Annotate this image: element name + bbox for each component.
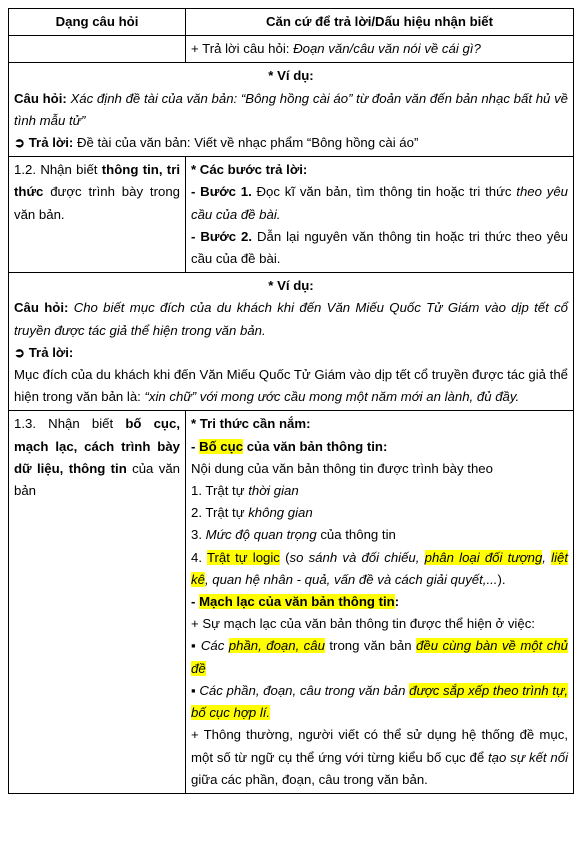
row-13 bbox=[9, 411, 574, 793]
machlac-heading bbox=[191, 591, 568, 613]
arrow-icon: ➲ bbox=[14, 344, 26, 360]
row-12-bold: thông tin, tri thức bbox=[14, 162, 180, 200]
row-top-text: + Trả lời câu hỏi: bbox=[191, 41, 294, 57]
row-13-suffix: của văn bản bbox=[14, 460, 180, 499]
example2-question-label: Câu hỏi: bbox=[14, 300, 69, 316]
bocuc-rest: của văn bản thông tin: bbox=[243, 438, 388, 454]
machlac-dash: - bbox=[191, 594, 200, 610]
example1-row bbox=[9, 63, 574, 157]
row-12-right bbox=[186, 157, 574, 273]
example1-answer-label: Trả lời: bbox=[28, 135, 74, 151]
step-2-text: Dẫn lại nguyên văn thông tin hoặc tri thức theo yêu cầu của đề bài. bbox=[191, 228, 568, 267]
bocuc-intro: Nội dung của văn bản thông tin được trình bày theo bbox=[191, 460, 493, 476]
step-1-italic: theo yêu cầu của đề bài. bbox=[191, 184, 568, 222]
step-2-label: - Bước 2. bbox=[191, 228, 253, 244]
example2-cell bbox=[9, 273, 574, 411]
arrow-icon: ➲ bbox=[14, 135, 26, 151]
square-bullet-icon: ▪ bbox=[191, 638, 197, 654]
machlac-highlight: Mạch lạc của văn bản thông tin bbox=[199, 594, 395, 610]
row-12-left bbox=[9, 157, 186, 273]
item4-highlight: Trật tự logic bbox=[206, 549, 280, 565]
closing-a: + Thông thường, người viết có thể sử dụng hệ thống đề mục, một số từ ngữ cụ thể ứng với từng kiểu bố cục để bbox=[191, 727, 568, 765]
item4-c: , bbox=[542, 549, 552, 565]
item4-a: ( bbox=[279, 549, 290, 565]
example1-answer bbox=[14, 132, 568, 154]
bullet1-highlight: phần, đoạn, câu bbox=[228, 638, 325, 654]
list-item-3 bbox=[191, 524, 568, 546]
bocuc-dash: - bbox=[191, 438, 200, 454]
bullet1-b: trong văn bản bbox=[324, 638, 417, 654]
bullet1-a: Các bbox=[196, 638, 229, 654]
list-item-1 bbox=[191, 480, 568, 502]
example2-answer-heading bbox=[14, 342, 568, 364]
example1-cell bbox=[9, 63, 574, 157]
item4-d: , quan hệ nhân - quả, vấn đề và cách giải quyết,... bbox=[204, 571, 498, 587]
example1-question bbox=[14, 88, 568, 132]
steps-title: * Các bước trả lời: bbox=[191, 162, 308, 178]
row-13-prefix: 1.3. Nhận biết bbox=[14, 416, 126, 432]
row-top-right bbox=[186, 36, 574, 63]
bullet2-highlight: được sắp xếp theo trình tự, bố cục hợp lí. bbox=[191, 682, 568, 721]
example2-question-text: Cho biết mục đích của du khách khi đến Văn Miếu Quốc Tử Giám vào dịp tết cổ truyền được tác giả thể hiện trong văn bản. bbox=[14, 300, 568, 338]
item2-prefix: 2. Trật tự bbox=[191, 505, 249, 521]
item3-suffix: của thông tin bbox=[316, 527, 396, 543]
row-top-left bbox=[9, 36, 186, 63]
item4-prefix: 4. bbox=[191, 549, 207, 565]
row-13-right bbox=[186, 411, 574, 793]
example2-title: * Ví dụ: bbox=[268, 278, 314, 294]
step-2 bbox=[191, 226, 568, 270]
item1-prefix: 1. Trật tự bbox=[191, 483, 249, 499]
machlac-intro: + Sự mạch lạc của văn bản thông tin được thể hiện ở việc: bbox=[191, 616, 535, 632]
knowledge-title: * Tri thức cần nắm: bbox=[191, 416, 311, 432]
row-13-bold: bố cục, mạch lạc, cách trình bày dữ liệu, thông tin bbox=[14, 416, 180, 476]
example1-title: * Ví dụ: bbox=[268, 68, 314, 84]
example1-question-text: Xác định đề tài của văn bản: “Bông hồng cài áo” từ đoản văn đến bản nhạc bất hủ về tình mẫu tử” bbox=[14, 90, 568, 128]
item2-italic: không gian bbox=[248, 505, 313, 521]
example2-question bbox=[14, 297, 568, 341]
closing-note bbox=[191, 724, 568, 791]
header-question-type: Dạng câu hỏi bbox=[9, 9, 186, 36]
closing-b: giữa các phần, đoạn, câu trong văn bản. bbox=[191, 771, 428, 787]
bullet-2 bbox=[191, 680, 568, 724]
row-12-suffix: được trình bày trong văn bản. bbox=[14, 184, 180, 222]
example2-answer-italic: “xin chữ” với mong ước cầu mong một năm mới an lành, đủ đầy. bbox=[144, 389, 520, 405]
step-1-label: - Bước 1. bbox=[191, 184, 252, 200]
step-1-text: Đọc kĩ văn bản, tìm thông tin hoặc tri thức bbox=[251, 184, 517, 200]
example1-question-label: Câu hỏi: bbox=[14, 90, 67, 106]
item4-b: so sánh và đối chiếu, bbox=[289, 549, 425, 565]
machlac-colon: : bbox=[394, 594, 400, 610]
item1-italic: thời gian bbox=[248, 483, 299, 499]
bullet1-highlight-2: đều cùng bàn về một chủ đề bbox=[191, 638, 568, 676]
item4-e: ). bbox=[497, 571, 506, 587]
example1-answer-text: Đề tài của văn bản: Viết về nhạc phẩm “Bông hồng cài áo” bbox=[73, 135, 419, 151]
square-bullet-icon: ▪ bbox=[191, 682, 196, 698]
row-top-italic: Đoạn văn/câu văn nói về cái gì? bbox=[293, 41, 481, 57]
closing-italic: tạo sự kết nối bbox=[488, 749, 569, 765]
row-top-continued bbox=[9, 36, 574, 63]
row-12-prefix: 1.2. Nhận biết bbox=[14, 162, 102, 178]
content-table bbox=[8, 8, 574, 794]
example2-row bbox=[9, 273, 574, 411]
bocuc-highlight: Bố cục bbox=[199, 438, 244, 454]
item3-italic: Mức độ quan trọng bbox=[205, 527, 317, 543]
list-item-2 bbox=[191, 502, 568, 524]
example2-answer-label: Trả lời: bbox=[28, 344, 74, 360]
item4-highlight-3: liệt kê bbox=[191, 549, 569, 587]
row-13-left bbox=[9, 411, 186, 793]
item4-highlight-2: phân loại đối tượng bbox=[424, 549, 543, 565]
header-row bbox=[9, 9, 574, 36]
header-answer-basis: Căn cứ để trả lời/Dấu hiệu nhận biết bbox=[186, 9, 574, 36]
example2-answer-text: Mục đích của du khách khi đến Văn Miếu Quốc Tử Giám vào dịp tết cổ truyền được tác giả thể hiện trong văn bản là: bbox=[14, 367, 568, 405]
bullet-1 bbox=[191, 635, 568, 679]
list-item-4 bbox=[191, 547, 568, 591]
example2-answer bbox=[14, 364, 568, 408]
bocuc-heading bbox=[191, 436, 568, 458]
item3-prefix: 3. bbox=[191, 527, 206, 543]
row-12 bbox=[9, 157, 574, 273]
step-1 bbox=[191, 181, 568, 225]
bullet2-a: Các phần, đoạn, câu trong văn bản bbox=[195, 682, 410, 698]
